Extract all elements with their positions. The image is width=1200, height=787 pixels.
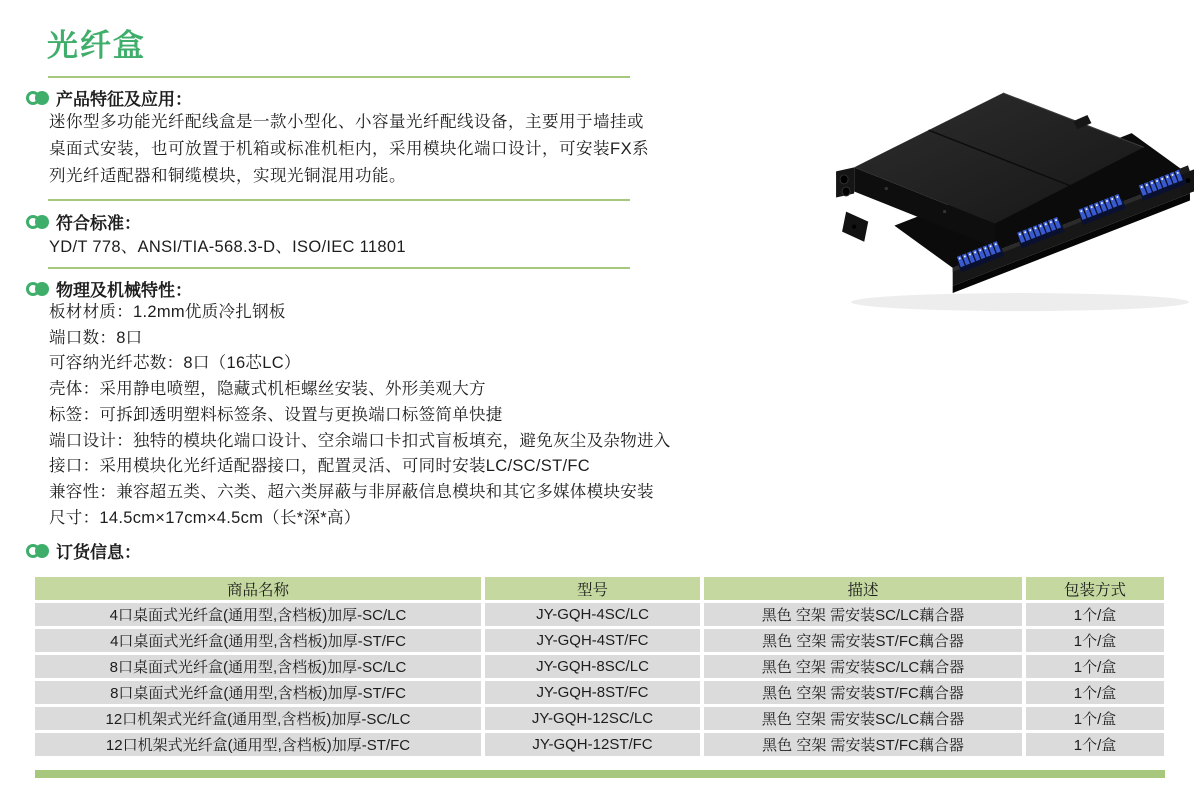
cell-product-name: 12口机架式光纤盒(通用型,含档板)加厚-SC/LC [35,707,481,730]
cell-packaging: 1个/盒 [1026,629,1164,652]
bullet-dot-icon [35,282,49,296]
page-title: 光纤盒 [47,28,146,63]
section-heading-standards [26,209,141,234]
section-heading-label: 产品特征及应用： [56,90,192,109]
table-header-row [35,577,1164,600]
cell-packaging: 1个/盒 [1026,681,1164,704]
column-header-packaging: 包装方式 [1026,577,1164,600]
spec-item: 兼容性：兼容超五类、六类、超六类屏蔽与非屏蔽信息模块和其它多媒体模块安装 [49,482,654,501]
cover-screw [885,187,888,190]
standards-text: YD/T 778、ANSI/TIA-568.3-D、ISO/IEC 11801 [49,238,406,256]
separator-line [48,199,630,201]
cover-screw [943,210,946,213]
section-heading-label: 符合标准： [56,214,141,233]
table-row [35,655,1164,678]
cell-model: JY-GQH-8SC/LC [485,655,700,678]
cell-description: 黑色 空架 需安装ST/FC藕合器 [704,629,1022,652]
cell-packaging: 1个/盒 [1026,707,1164,730]
footer-accent-bar [35,770,1165,778]
table-row [35,733,1164,756]
double-circle-bullet-icon [26,215,49,229]
section-heading-physical [26,276,192,301]
cell-description: 黑色 空架 需安装ST/FC藕合器 [704,681,1022,704]
cell-product-name: 4口桌面式光纤盒(通用型,含档板)加厚-SC/LC [35,603,481,626]
ear-hole [852,224,856,228]
cell-model: JY-GQH-4SC/LC [485,603,700,626]
section-heading-label: 订货信息： [56,543,141,562]
cell-product-name: 12口机架式光纤盒(通用型,含档板)加厚-ST/FC [35,733,481,756]
cell-model: JY-GQH-12ST/FC [485,733,700,756]
cell-packaging: 1个/盒 [1026,603,1164,626]
table-row [35,681,1164,704]
cell-description: 黑色 空架 需安装SC/LC藕合器 [704,707,1022,730]
cell-description: 黑色 空架 需安装ST/FC藕合器 [704,733,1022,756]
double-circle-bullet-icon [26,282,49,296]
double-circle-bullet-icon [26,91,49,105]
ear-hole [840,175,848,184]
rack-mount-fiber-box-photo [824,78,1196,316]
spec-item: 接口：采用模块化光纤适配器接口，配置灵活、可同时安装LC/SC/ST/FC [49,457,590,476]
spec-item: 尺寸：14.5cm×17cm×4.5cm（长*深*高） [49,508,361,527]
spec-item: 板材材质：1.2mm优质冷扎钢板 [49,303,286,321]
features-paragraph: 迷你型多功能光纤配线盒是一款小型化、小容量光纤配线设备，主要用于墙挂或桌面式安装，也可放置于机箱或标准机柜内，采用模块化端口设计，可安装FX系列光纤适配器和铜缆模块，实现光铜混用功能。 [49,113,650,185]
spec-item: 壳体：采用静电喷塑，隐藏式机柜螺丝安装、外形美观大方 [49,380,486,399]
cell-product-name: 8口桌面式光纤盒(通用型,含档板)加厚-SC/LC [35,655,481,678]
section-heading-features [26,85,192,110]
spec-item: 端口数：8口 [49,328,143,347]
photo-shadow [851,293,1189,311]
spec-item: 标签：可拆卸透明塑料标签条、设置与更换端口标签简单快捷 [49,405,503,424]
spec-item: 端口设计：独特的模块化端口设计、空余端口卡扣式盲板填充，避免灰尘及杂物进入 [49,431,671,450]
section-heading-ordering [26,538,141,563]
cell-model: JY-GQH-12SC/LC [485,707,700,730]
spec-item: 可容纳光纤芯数：8口（16芯LC） [49,354,301,373]
column-header-description: 描述 [704,577,1022,600]
spec-list [49,300,769,531]
double-circle-bullet-icon [26,544,49,558]
table-row [35,707,1164,730]
cell-model: JY-GQH-8ST/FC [485,681,700,704]
ear-hole [1186,178,1191,183]
bullet-dot-icon [35,215,49,229]
ear-hole [842,187,850,196]
column-header-product-name: 商品名称 [35,577,481,600]
bullet-dot-icon [35,544,49,558]
separator-line [48,267,630,269]
section-heading-label: 物理及机械特性： [56,281,192,300]
cell-packaging: 1个/盒 [1026,655,1164,678]
separator-line [48,76,630,78]
table-row [35,603,1164,626]
table-row [35,629,1164,652]
column-header-model: 型号 [485,577,700,600]
cell-description: 黑色 空架 需安装SC/LC藕合器 [704,603,1022,626]
cell-model: JY-GQH-4ST/FC [485,629,700,652]
cell-product-name: 4口桌面式光纤盒(通用型,含档板)加厚-ST/FC [35,629,481,652]
cell-description: 黑色 空架 需安装SC/LC藕合器 [704,655,1022,678]
ordering-table [31,574,1168,759]
cell-product-name: 8口桌面式光纤盒(通用型,含档板)加厚-ST/FC [35,681,481,704]
cell-packaging: 1个/盒 [1026,733,1164,756]
bullet-dot-icon [35,91,49,105]
